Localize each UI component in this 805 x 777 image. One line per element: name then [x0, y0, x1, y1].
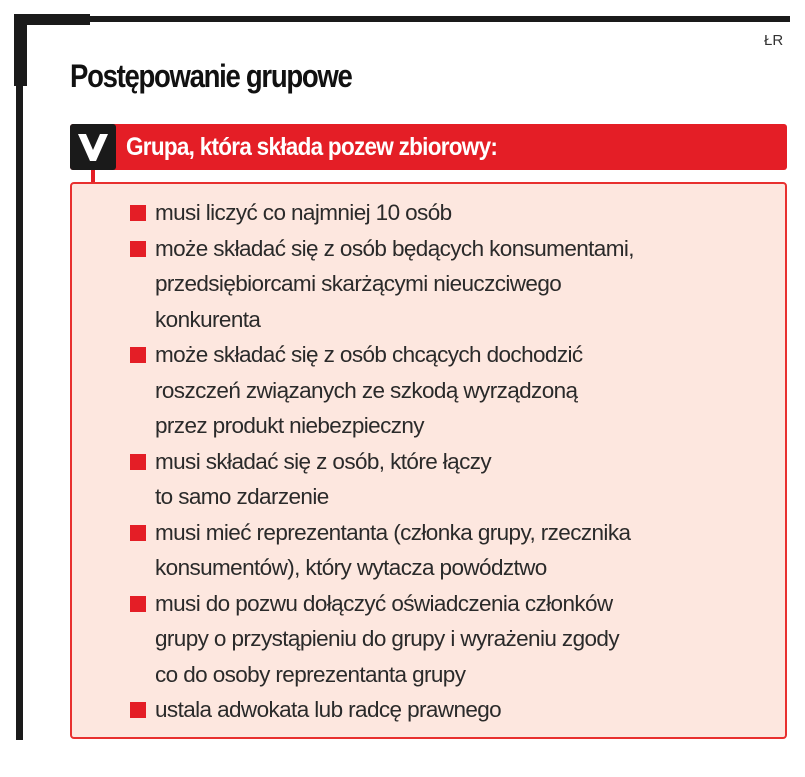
list-item-line: przez produkt niebezpieczny [155, 413, 424, 438]
list-item [128, 515, 778, 586]
bullet-square-icon [130, 241, 146, 257]
list-item-line: może składać się z osób chcących dochodzić [155, 342, 583, 367]
list-item-line: przedsiębiorcami skarżącymi nieuczciwego [155, 271, 562, 296]
frame-top-rule [88, 16, 790, 22]
list-item-line: konsumentów), który wytacza powództwo [155, 555, 547, 580]
bullet-square-icon [130, 205, 146, 221]
chevron-down-icon [70, 124, 116, 170]
bullet-square-icon [130, 596, 146, 612]
list-item [128, 195, 778, 231]
list-item [128, 231, 778, 338]
bullet-square-icon [130, 525, 146, 541]
list-item [128, 692, 778, 728]
frame-left-rule [16, 80, 23, 740]
list-item [128, 586, 778, 693]
list-item-line: musi do pozwu dołączyć oświadczenia członków [155, 590, 613, 616]
bullet-square-icon [130, 347, 146, 363]
author-initials: ŁR [764, 32, 784, 49]
list-item-line: musi liczyć co najmniej 10 osób [155, 200, 452, 225]
list-item-line: konkurenta [155, 306, 261, 332]
bullet-square-icon [130, 702, 146, 718]
list-item-line: roszczeń związanych ze szkodą wyrządzoną [155, 377, 578, 403]
bullet-square-icon [130, 454, 146, 470]
list-item-line: co do osoby reprezentanta grupy [155, 661, 466, 687]
section-header-text: Grupa, która składa pozew zbiorowy: [126, 133, 498, 161]
list-item [128, 444, 778, 515]
page-title: Postępowanie grupowe [70, 58, 352, 94]
frame-left-accent [14, 14, 27, 86]
list-item [128, 337, 778, 444]
requirements-list [128, 195, 778, 728]
list-item-line: musi składać się z osób, które łączy [155, 448, 492, 474]
list-item-line: musi mieć reprezentanta (członka grupy, rzecznika [155, 519, 631, 545]
list-item-line: może składać się z osób będących konsumentami, [155, 235, 634, 261]
list-item-line: ustala adwokata lub radcę prawnego [155, 697, 502, 722]
list-item-line: grupy o przystąpieniu do grupy i wyrażeniu zgody [155, 626, 619, 651]
list-item-line: to samo zdarzenie [155, 484, 329, 509]
